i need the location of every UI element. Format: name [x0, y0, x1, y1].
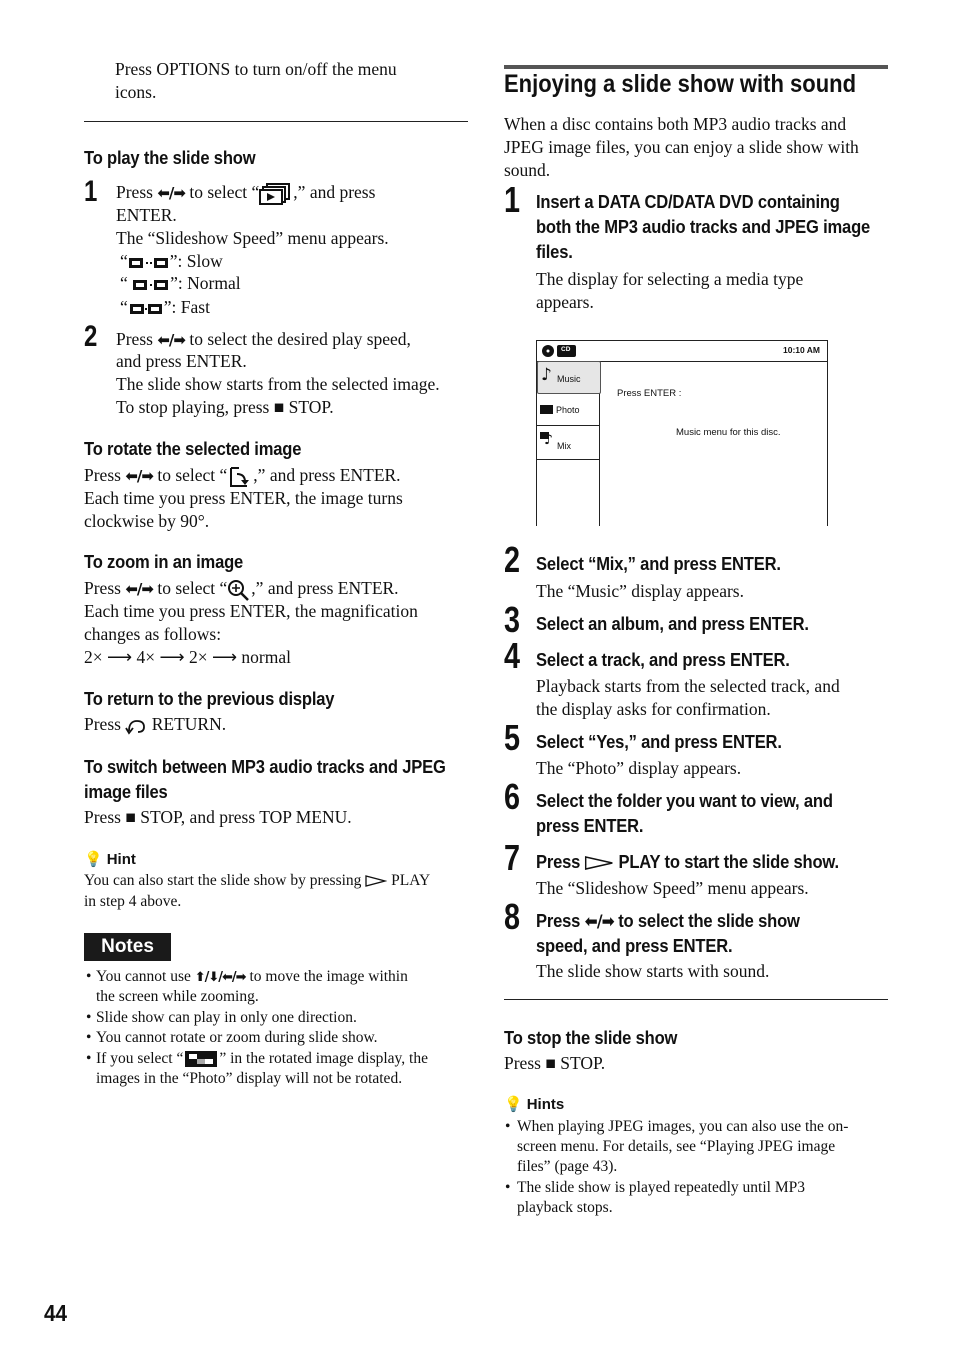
clock: 10:10 AM [782, 345, 820, 355]
step1-heading-2: both the MP3 audio tracks and JPEG image [536, 217, 871, 237]
rotate-icon [227, 466, 253, 488]
bullet: • [505, 1118, 511, 1135]
heading-switch-line1: To switch between MP3 audio tracks and JPEG [84, 757, 446, 777]
intro-line1: When a disc contains both MP3 audio tracks and [504, 114, 847, 134]
note-4-line1: If you select “ ” in the rotated image display, the [96, 1050, 428, 1067]
step1-heading-3: files. [536, 242, 573, 262]
bullet: • [86, 1009, 92, 1026]
divider [84, 121, 468, 122]
hint2-line2: playback stops. [517, 1199, 613, 1216]
title-rule [504, 65, 888, 69]
step7-text: The “Slideshow Speed” menu appears. [536, 878, 809, 898]
step-number: 7 [504, 837, 521, 878]
section-title: Enjoying a slide show with sound [504, 70, 857, 98]
step4-heading: Select a track, and press ENTER. [536, 650, 790, 670]
heading-stop: To stop the slide show [504, 1028, 678, 1048]
left-right-arrows-icon: ⬅/➡ [157, 331, 185, 349]
step-number: 1 [504, 179, 521, 220]
bullet: • [505, 1179, 511, 1196]
bullet: • [86, 1050, 92, 1067]
step4-text-1: Playback starts from the selected track, and [536, 676, 840, 696]
arrow-right-icon: ⟶ [211, 647, 238, 667]
step5-heading: Select “Yes,” and press ENTER. [536, 732, 782, 752]
bullet: • [86, 1029, 92, 1046]
step-number: 1 [84, 175, 98, 208]
zoom-icon [227, 579, 251, 601]
media-menu [537, 361, 600, 526]
speed-normal-icon [132, 278, 170, 292]
hint1-line3: files” (page 43). [517, 1158, 618, 1175]
heading-rotate: To rotate the selected image [84, 439, 302, 459]
play-icon [585, 856, 614, 870]
zoom-sequence: 2× ⟶ 4× ⟶ 2× ⟶ normal [84, 647, 291, 667]
step6-heading-2: press ENTER. [536, 816, 644, 836]
play-step1-line1: Press ⬅/➡ to select “ ,” and press [116, 181, 375, 205]
hint-line1: You can also start the slide show by pressing PLAY [84, 872, 431, 889]
lightbulb-icon: 💡 [504, 1095, 523, 1113]
speed-fast-icon [128, 302, 164, 316]
rotate-line2: Each time you press ENTER, the image turns [84, 488, 403, 508]
arrow-keys-icon: ⬆/⬇/⬅/➡ [194, 970, 246, 985]
step4-text-2: the display asks for confirmation. [536, 699, 771, 719]
hint-title: 💡 Hint [84, 850, 136, 868]
hint2-line1: The slide show is played repeatedly until MP3 [517, 1179, 805, 1196]
stop-line: Press ■ STOP. [504, 1053, 606, 1073]
heading-return: To return to the previous display [84, 689, 335, 709]
page-number: 44 [44, 1300, 68, 1326]
step8-heading-2: speed, and press ENTER. [536, 936, 733, 956]
lightbulb-icon: 💡 [84, 850, 103, 868]
cd-label: CD [561, 346, 571, 353]
play-step2-line4: To stop playing, press ■ STOP. [116, 397, 334, 417]
zoom-line2: Each time you press ENTER, the magnification [84, 601, 418, 621]
heading-zoom: To zoom in an image [84, 552, 244, 572]
music-note-icon: ♪ [541, 365, 552, 385]
step2-heading: Select “Mix,” and press ENTER. [536, 554, 781, 574]
left-right-arrows-icon: ⬅/➡ [157, 184, 185, 202]
notes-badge: Notes [84, 933, 171, 961]
screen-message: Music menu for this disc. [676, 427, 781, 438]
rotate-line1: Press ⬅/➡ to select “ ,” and press ENTER. [84, 464, 401, 488]
play-step2-line1: Press ⬅/➡ to select the desired play speed, [116, 328, 411, 352]
heading-play-slideshow: To play the slide show [84, 148, 256, 168]
hint1-line1: When playing JPEG images, you can also use the on- [517, 1118, 849, 1135]
zoom-line1: Press ⬅/➡ to select “ ,” and press ENTER. [84, 577, 399, 601]
intro-line3: sound. [504, 160, 551, 180]
note-4-line2: images in the “Photo” display will not be rotated. [96, 1070, 403, 1087]
speed-slow: “ ”: Slow [120, 251, 223, 271]
slideshow-icon [259, 183, 293, 205]
step6-heading-1: Select the folder you want to view, and [536, 791, 833, 811]
step-number: 2 [504, 539, 521, 580]
speed-normal: “ ”: Normal [120, 273, 241, 293]
play-icon [365, 875, 387, 887]
rotate-line3: clockwise by 90°. [84, 511, 210, 531]
note-3: You cannot rotate or zoom during slide show. [96, 1029, 378, 1046]
step-number: 4 [504, 635, 521, 676]
switch-line: Press ■ STOP, and press TOP MENU. [84, 807, 352, 827]
step1-heading-1: Insert a DATA CD/DATA DVD containing [536, 192, 840, 212]
hint-line2: in step 4 above. [84, 893, 182, 910]
heading-switch-line2: image files [84, 782, 168, 802]
step1-text-2: appears. [536, 292, 594, 312]
step-number: 5 [504, 717, 521, 758]
step-number: 6 [504, 776, 521, 817]
media-type-screen [536, 340, 828, 526]
speed-fast: “ ”: Fast [120, 297, 210, 317]
step2-text: The “Music” display appears. [536, 581, 744, 601]
hint1-line2: screen menu. For details, see “Playing JPEG image [517, 1138, 836, 1155]
step-number: 8 [504, 896, 521, 937]
hints-title: 💡 Hints [504, 1095, 565, 1113]
step3-heading: Select an album, and press ENTER. [536, 614, 809, 634]
intro-line1: Press OPTIONS to turn on/off the menu icons. [115, 59, 397, 102]
menu-item-mix[interactable]: ♪ Mix [537, 426, 599, 460]
return-line: Press RETURN. [84, 714, 227, 734]
note-1-line1: You cannot use ⬆/⬇/⬅/➡ to move the image within [96, 967, 408, 989]
left-right-arrows-icon: ⬅/➡ [125, 467, 153, 485]
step5-text: The “Photo” display appears. [536, 758, 742, 778]
disc-icon [541, 344, 577, 358]
menu-item-photo[interactable]: Photo [537, 394, 599, 426]
zoom-line3: changes as follows: [84, 624, 222, 644]
note-1-line2: the screen while zooming. [96, 988, 259, 1005]
screen-prompt: Press ENTER : [617, 388, 682, 399]
step8-text: The slide show starts with sound. [536, 961, 770, 981]
left-right-arrows-icon: ⬅/➡ [125, 580, 153, 598]
checker-image-icon [183, 1050, 219, 1068]
play-step2-line2: and press ENTER. [116, 351, 247, 371]
play-step2-line3: The slide show starts from the selected image. [116, 374, 440, 394]
note-2: Slide show can play in only one direction. [96, 1009, 357, 1026]
step8-heading-1: Press ⬅/➡ to select the slide show [536, 911, 800, 932]
arrow-right-icon: ⟶ [159, 647, 185, 667]
bullet: • [86, 968, 92, 985]
step1-text-1: The display for selecting a media type [536, 269, 804, 289]
photo-icon [540, 405, 553, 414]
step7-heading: Press PLAY to start the slide show. [536, 852, 839, 872]
screen-header [537, 341, 827, 362]
step-number: 3 [504, 599, 521, 640]
left-right-arrows-icon: ⬅/➡ [584, 912, 614, 932]
step-number: 2 [84, 320, 98, 353]
speed-slow-icon [128, 256, 170, 270]
return-icon [125, 717, 147, 735]
play-step1-line2: ENTER. [116, 205, 177, 225]
divider [504, 999, 888, 1000]
menu-item-music[interactable]: ♪ Music [537, 361, 601, 394]
arrow-right-icon: ⟶ [107, 647, 133, 667]
mix-music-icon: ♪ [544, 432, 553, 448]
intro-line2: JPEG image files, you can enjoy a slide show with [504, 137, 859, 157]
play-step1-line3: The “Slideshow Speed” menu appears. [116, 228, 389, 248]
